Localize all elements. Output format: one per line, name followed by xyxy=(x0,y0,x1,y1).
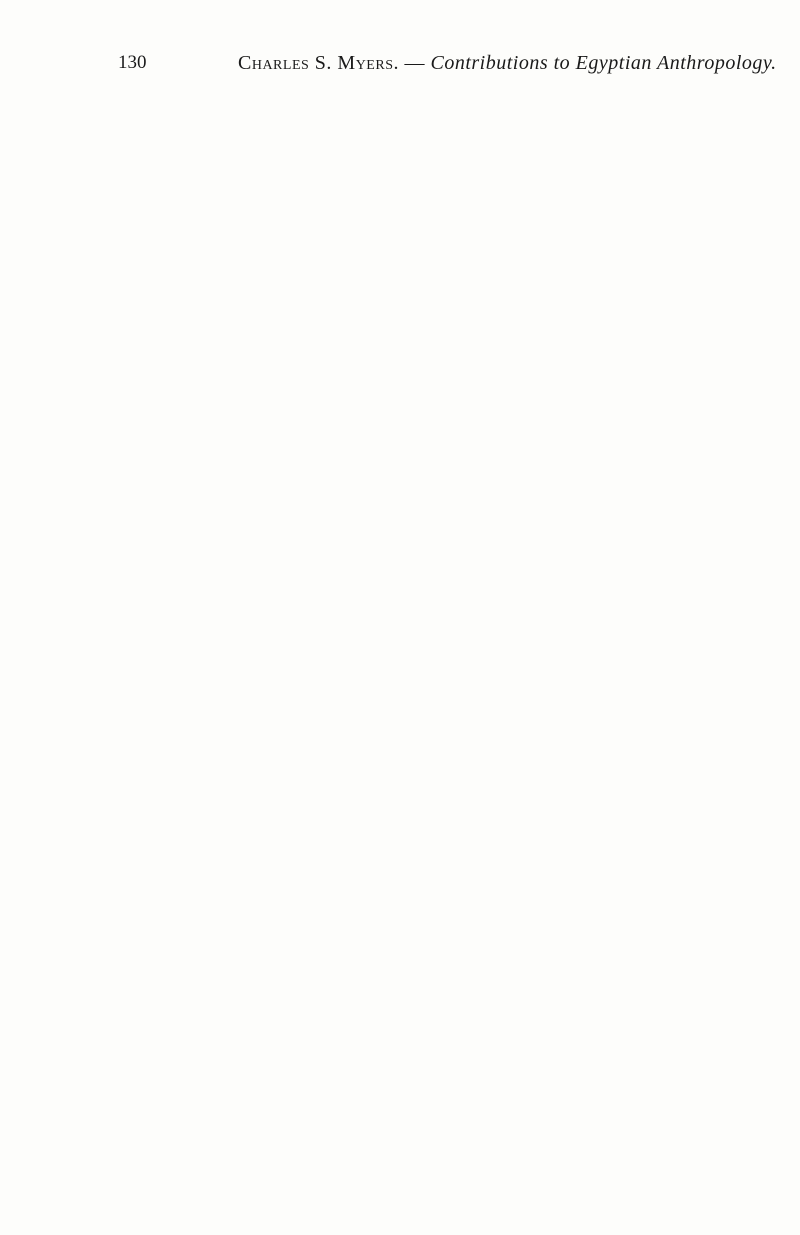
rotated-table xyxy=(102,85,762,1195)
running-head-title: Contributions to Egyptian Anthropology. xyxy=(430,52,777,74)
page-number: 130 xyxy=(118,52,147,73)
running-head-dash: — xyxy=(404,52,425,74)
running-head-author: Charles S. Myers. xyxy=(238,52,399,74)
running-head xyxy=(238,52,777,75)
rotated-table-area xyxy=(102,85,762,1195)
page-header xyxy=(0,14,800,74)
